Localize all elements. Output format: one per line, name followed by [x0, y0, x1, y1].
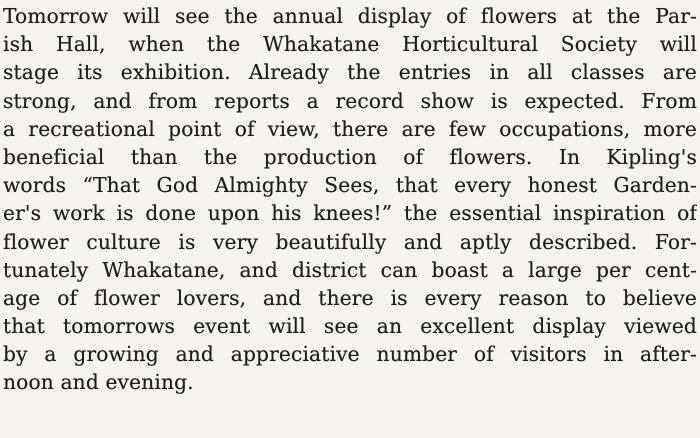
text-line-10: tunately Whakatane, and district can boast a large per cent-	[3, 257, 697, 282]
text-line-14: noon and evening.	[3, 370, 194, 395]
text-line-6: beneficial than the production of flowers. In Kipling's	[3, 144, 697, 169]
text-line-3: stage its exhibition. Already the entries in all classes are	[3, 60, 697, 85]
text-line-7: words “That God Almighty Sees, that every honest Garden-	[3, 173, 697, 198]
text-line-12: that tomorrows event will see an excellent display viewed	[3, 314, 697, 339]
text-line-4: strong, and from reports a record show is expected. From	[3, 88, 697, 113]
text-line-1: Tomorrow will see the annual display of flowers at the Par-	[3, 4, 697, 28]
text-line-5: a recreational point of view, there are few occupations, more	[3, 116, 697, 141]
text-line-8: er's work is done upon his knees!” the essential inspiration of	[3, 201, 697, 226]
text-line-9: flower culture is very beautifully and aptly described. For-	[3, 229, 697, 254]
text-line-13: by a growing and appreciative number of visitors in after-	[3, 342, 697, 367]
article-paragraph	[3, 2, 697, 397]
text-line-11: age of flower lovers, and there is every reason to believe	[3, 285, 697, 310]
text-line-2: ish Hall, when the Whakatane Horticultural Society will	[3, 32, 697, 57]
